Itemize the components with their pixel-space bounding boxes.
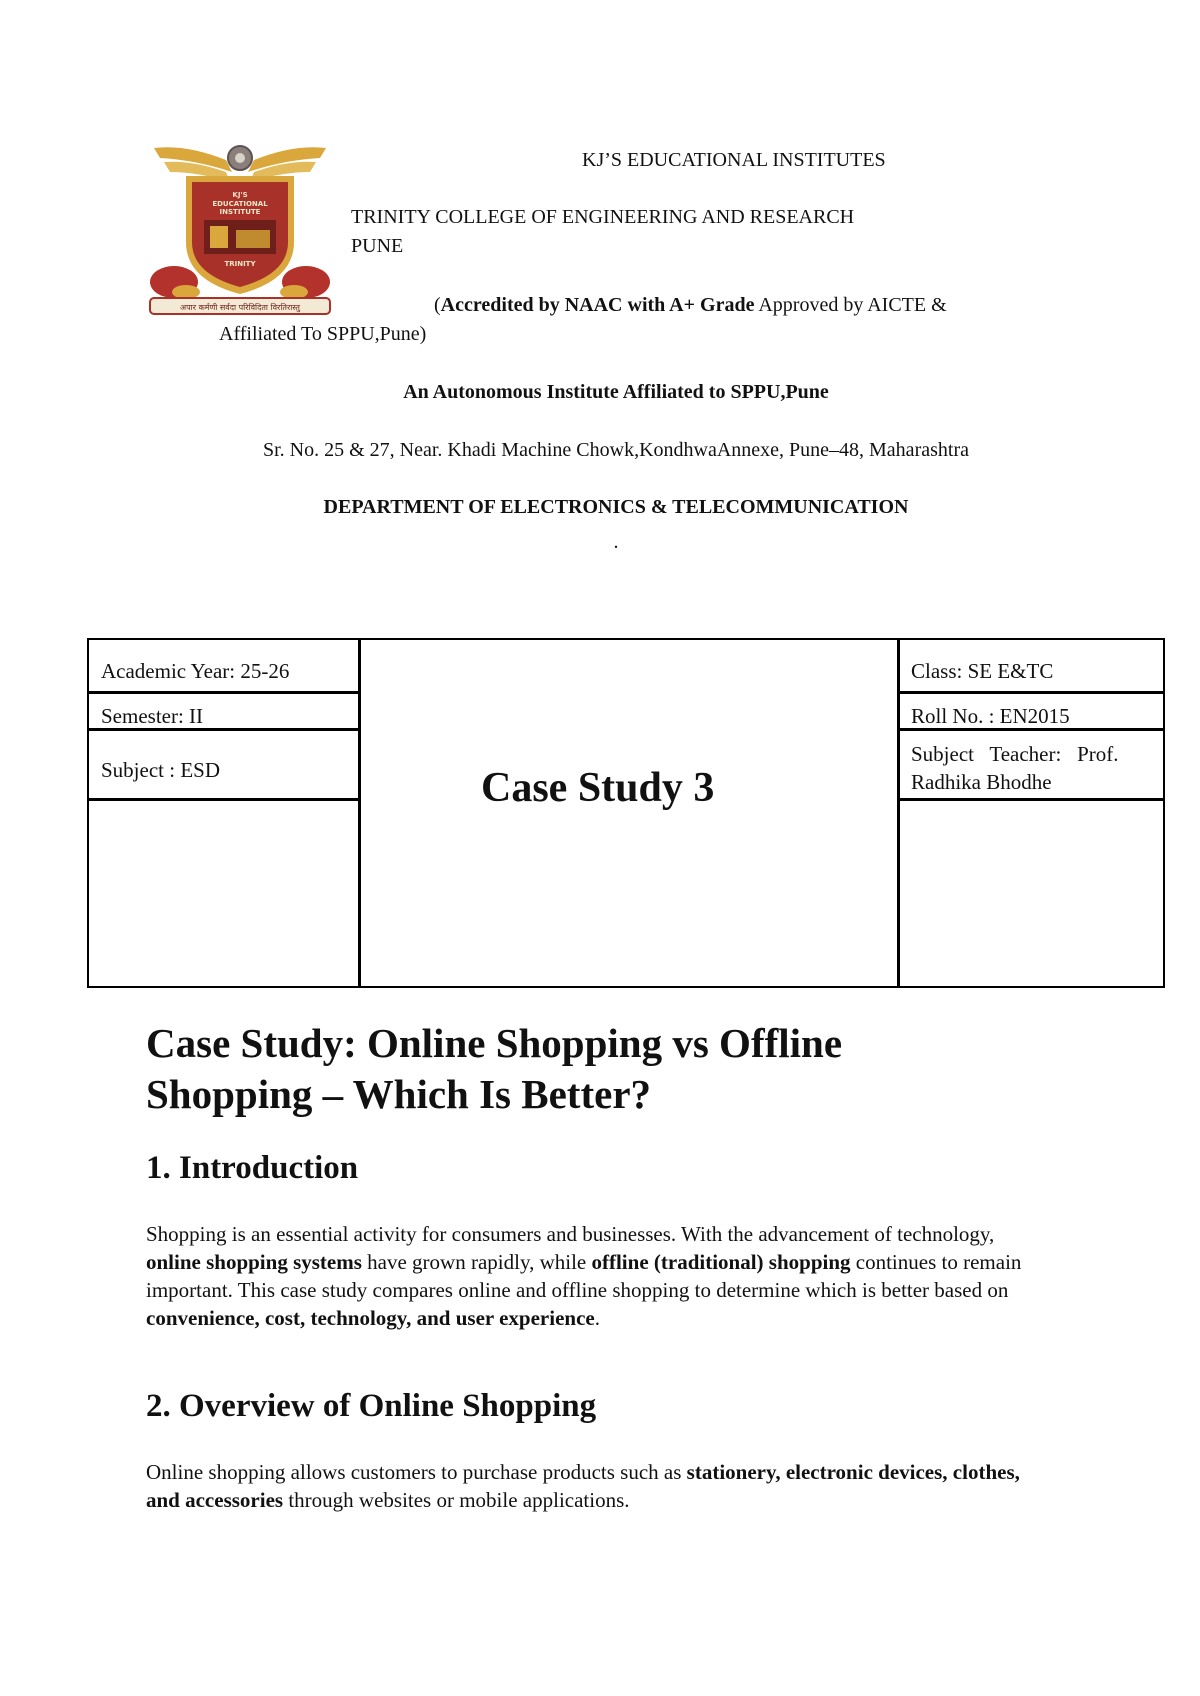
table-rule: [89, 798, 359, 801]
roll-number: Roll No. : EN2015: [911, 704, 1070, 728]
intro-bold-3: convenience, cost, technology, and user experience: [146, 1306, 595, 1330]
subject-teacher-line2: Radhika Bhodhe: [911, 770, 1052, 794]
introduction-paragraph: [146, 1220, 1046, 1332]
table-rule: [898, 691, 1164, 694]
institute-logo: [146, 142, 334, 320]
academic-year: Academic Year: 25-26: [101, 659, 290, 683]
case-study-number: Case Study 3: [481, 765, 715, 811]
college-name-line1: TRINITY COLLEGE OF ENGINEERING AND RESEARCH: [351, 206, 855, 228]
section-heading-introduction: 1. Introduction: [146, 1150, 359, 1186]
address-line: Sr. No. 25 & 27, Near. Khadi Machine Chowk,KondhwaAnnexe, Pune–48, Maharashtra: [263, 439, 969, 461]
document-title-line1: Case Study: Online Shopping vs Offline: [146, 1020, 843, 1066]
accreditation-aicte: Approved by AICTE &: [754, 294, 947, 316]
intro-bold-2: offline (traditional) shopping: [591, 1250, 851, 1274]
overview-text-1: Online shopping allows customers to purchase products such as: [146, 1460, 687, 1484]
subject-teacher-line1: Subject Teacher: Prof.: [911, 742, 1119, 766]
college-name-line2: PUNE: [351, 235, 404, 257]
org-name: KJ’S EDUCATIONAL INSTITUTES: [582, 149, 886, 171]
intro-text-2: have grown rapidly, while: [361, 1250, 592, 1274]
overview-bold-1: stationery, electronic devices, clothes, and accessories: [146, 1460, 1020, 1512]
logo-text-mid2: INSTITUTE: [219, 208, 261, 216]
info-table: [87, 638, 1165, 988]
intro-text-3: continues to remain important. This case study compares online and offline shopping to determine which is better based on: [146, 1250, 1022, 1302]
autonomous-line: An Autonomous Institute Affiliated to SPPU,Pune: [403, 381, 829, 403]
accreditation-line2: Affiliated To SPPU,Pune): [219, 323, 427, 345]
accreditation-open: (: [434, 294, 441, 316]
logo-text-top: KJ'S: [232, 191, 248, 199]
logo-ribbon-text: अपार कर्मणी सर्वदा परिविदिता विरतिरास्तु: [180, 303, 300, 312]
accreditation-line1: [434, 291, 947, 320]
class: Class: SE E&TC: [911, 659, 1054, 683]
intro-text-4: .: [594, 1306, 600, 1330]
intro-text-1: Shopping is an essential activity for consumers and businesses. With the advancement of technology,: [146, 1222, 995, 1246]
semester: Semester: II: [101, 704, 204, 728]
table-rule: [89, 691, 359, 694]
overview-text-2: through websites or mobile applications.: [283, 1488, 630, 1512]
document-title: [146, 1018, 1106, 1120]
table-rule: [898, 798, 1164, 801]
intro-bold-1: online shopping systems: [146, 1250, 362, 1274]
accreditation-naac: Accredited by NAAC with A+ Grade: [440, 294, 755, 316]
document-title-line2: Shopping – Which Is Better?: [146, 1071, 652, 1117]
logo-text-mid1: EDUCATIONAL: [212, 200, 268, 208]
department-line: DEPARTMENT OF ELECTRONICS & TELECOMMUNICATION: [323, 496, 909, 518]
section-heading-online-overview: 2. Overview of Online Shopping: [146, 1388, 597, 1424]
online-overview-paragraph: [146, 1458, 1046, 1514]
separator-dot: .: [613, 531, 619, 553]
logo-text-bottom: TRINITY: [224, 260, 256, 268]
subject: Subject : ESD: [101, 758, 220, 782]
